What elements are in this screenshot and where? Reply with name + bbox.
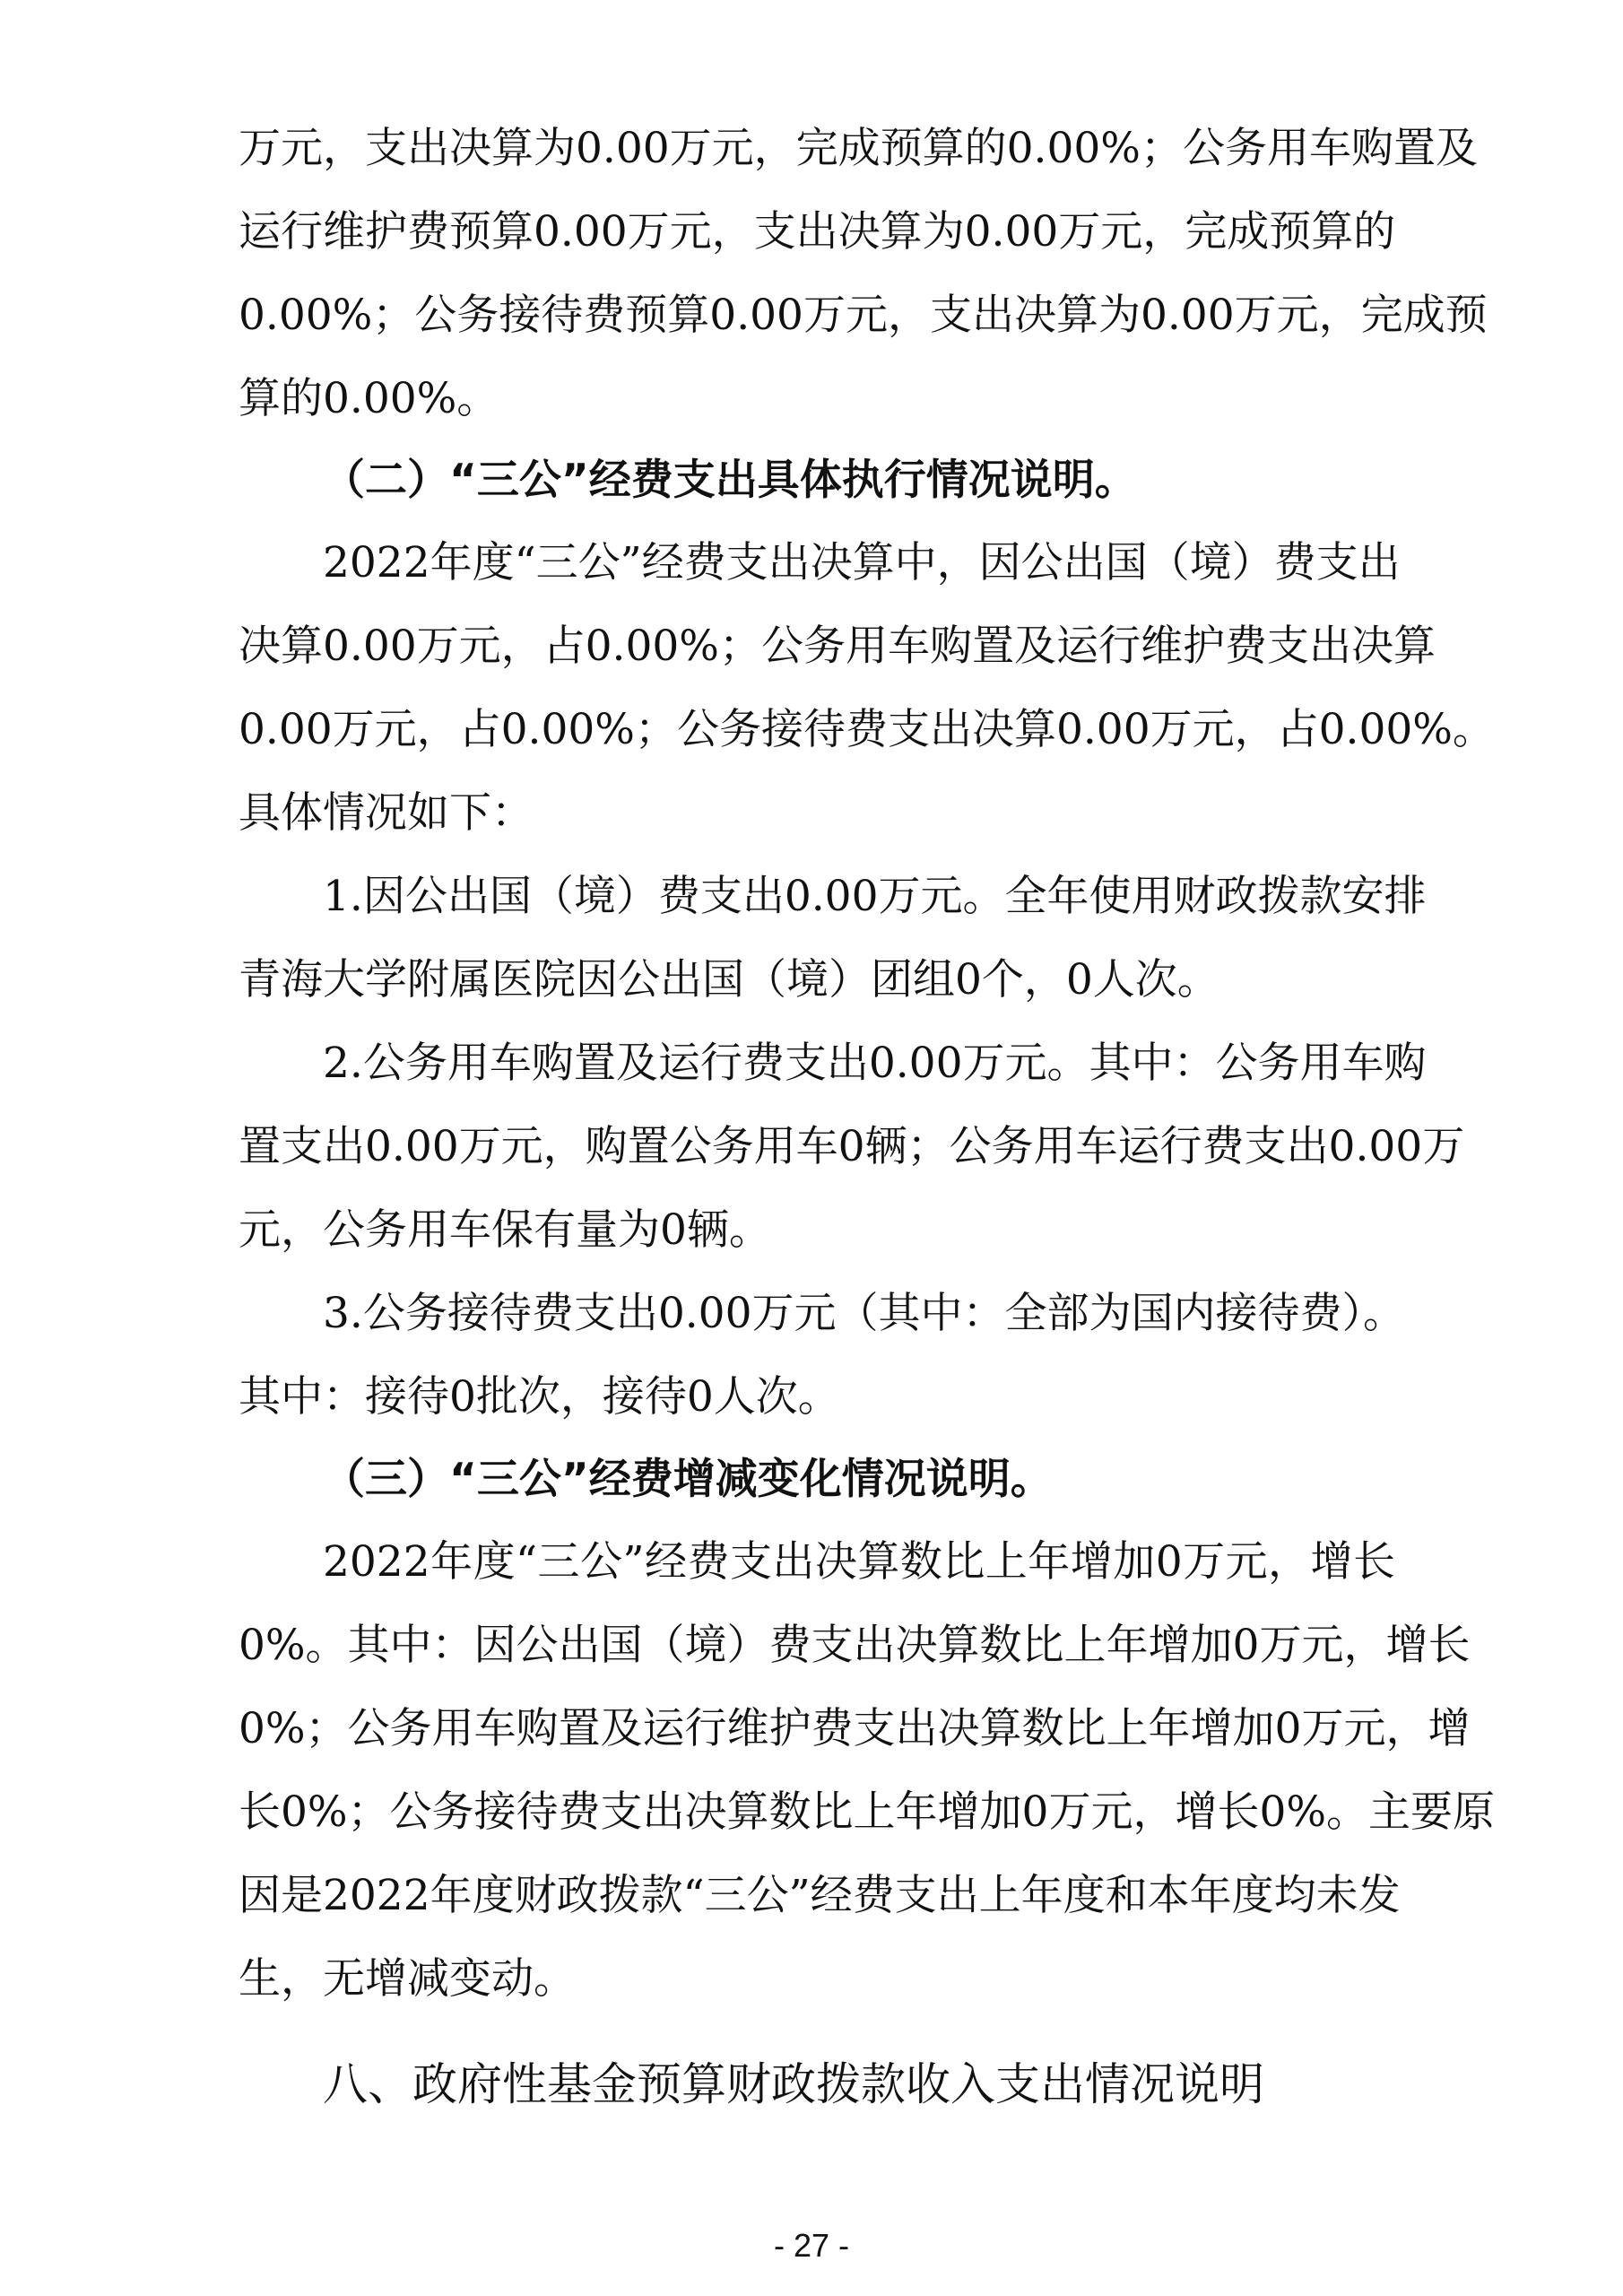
paragraph-line: 生，无增减变动。 — [239, 1954, 576, 2004]
paragraph-line: 0%。其中：因公出国（境）费支出决算数比上年增加0万元，增长 — [239, 1621, 1471, 1670]
section-title: 八、政府性基金预算财政拨款收入支出情况说明 — [323, 2058, 1264, 2110]
list-item-line: 元，公务用车保有量为0辆。 — [239, 1205, 771, 1255]
paragraph-line: 万元，支出决算为0.00万元，完成预算的0.00%；公务用车购置及 — [239, 124, 1478, 173]
paragraph-line: 0.00万元，占0.00%；公务接待费支出决算0.00万元，占0.00%。 — [239, 705, 1495, 754]
paragraph-line: 决算0.00万元，占0.00%；公务用车购置及运行维护费支出决算 — [239, 622, 1436, 671]
paragraph-line: 0%；公务用车购置及运行维护费支出决算数比上年增加0万元，增 — [239, 1704, 1471, 1753]
list-item-line: 1.因公出国（境）费支出0.00万元。全年使用财政拨款安排 — [323, 872, 1427, 921]
list-item-line: 3.公务接待费支出0.00万元（其中：全部为国内接待费）。 — [323, 1289, 1405, 1338]
paragraph-line: 算的0.00%。 — [239, 374, 499, 423]
subheading-change: （三）“三公”经费增减变化情况说明。 — [323, 1455, 1053, 1504]
paragraph-line: 长0%；公务接待费支出决算数比上年增加0万元，增长0%。主要原 — [239, 1787, 1496, 1837]
list-item-line: 其中：接待0批次，接待0人次。 — [239, 1372, 840, 1422]
paragraph-line: 2022年度“三公”经费支出决算数比上年增加0万元，增长 — [323, 1537, 1395, 1587]
page-number: - 27 - — [773, 2227, 850, 2264]
list-item-line: 置支出0.00万元，购置公务用车0辆；公务用车运行费支出0.00万 — [239, 1122, 1465, 1171]
paragraph-line: 0.00%；公务接待费预算0.00万元，支出决算为0.00万元，完成预 — [239, 291, 1488, 340]
paragraph-line: 因是2022年度财政拨款“三公”经费支出上年度和本年度均未发 — [239, 1871, 1401, 1920]
list-item-line: 2.公务用车购置及运行费支出0.00万元。其中：公务用车购 — [323, 1039, 1427, 1088]
paragraph-line: 2022年度“三公”经费支出决算中，因公出国（境）费支出 — [323, 538, 1401, 587]
subheading-execution: （二）“三公”经费支出具体执行情况说明。 — [323, 456, 1137, 505]
paragraph-line: 运行维护费预算0.00万元，支出决算为0.00万元，完成预算的 — [239, 207, 1396, 257]
list-item-line: 青海大学附属医院因公出国（境）团组0个，0人次。 — [239, 955, 1219, 1004]
paragraph-line: 具体情况如下： — [239, 788, 534, 838]
